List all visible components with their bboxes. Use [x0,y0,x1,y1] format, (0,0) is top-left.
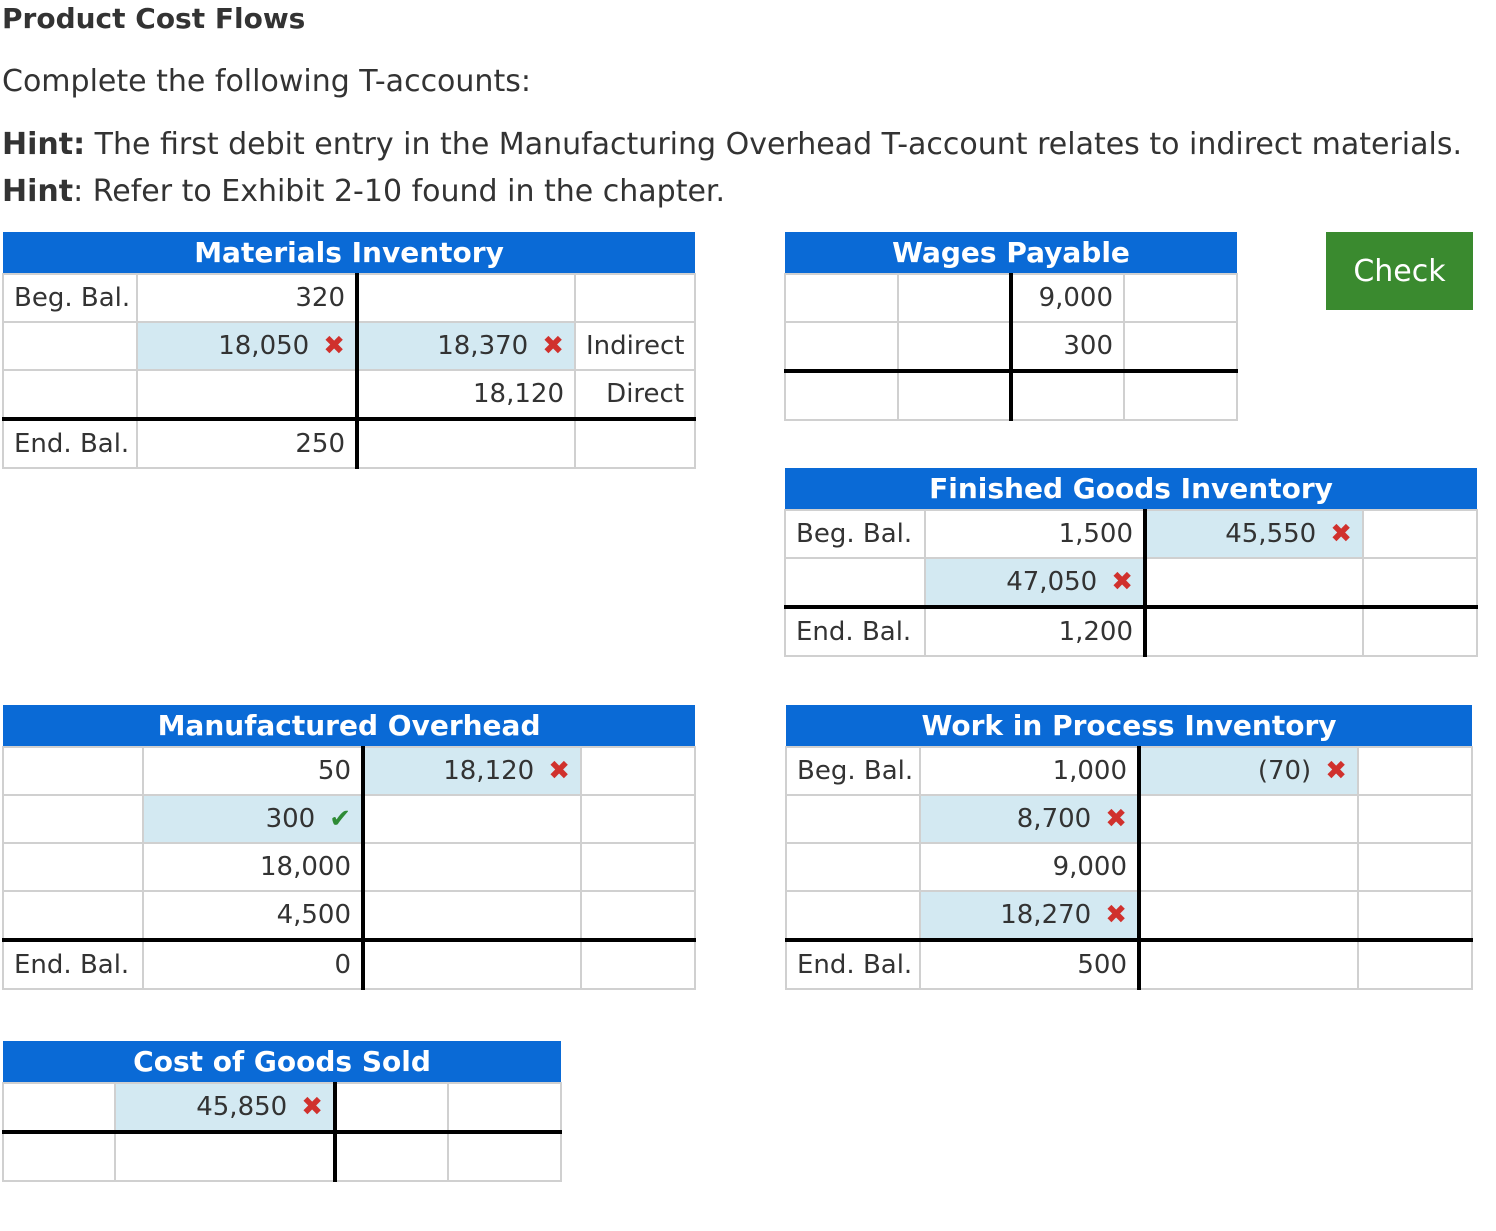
empty-cell [785,371,898,420]
cross-icon: ✖ [301,1092,323,1122]
empty-cell [785,274,898,322]
check-button[interactable]: Check [1326,232,1473,310]
t-account-finished-goods-inventory [784,468,1476,657]
credit-entry-value: 300 [1011,322,1124,371]
empty-cell [335,1132,448,1181]
empty-cell [1139,891,1358,940]
empty-cell [3,795,143,843]
debit-entry-value: 50 [143,747,363,795]
empty-cell [1358,940,1472,989]
entry-value: 18,370 [437,331,529,361]
end-bal-label: End. Bal. [786,940,920,989]
instructions-text: Complete the following T-accounts: [2,64,531,99]
empty-cell [898,322,1011,371]
empty-cell [786,843,920,891]
cross-icon: ✖ [323,331,345,361]
empty-cell [581,747,695,795]
beg-bal-label: Beg. Bal. [785,510,925,558]
empty-cell [581,891,695,940]
beg-bal-value: 1,500 [925,510,1145,558]
empty-cell [785,558,925,607]
empty-cell [448,1132,561,1181]
entry-value: 45,550 [1225,519,1317,549]
empty-cell [3,322,137,370]
empty-cell [1124,371,1237,420]
empty-cell [3,891,143,940]
debit-entry-input[interactable] [115,1083,335,1132]
empty-cell [1358,747,1472,795]
hint-line-2 [2,174,725,209]
empty-cell [575,419,695,468]
entry-explanation: Direct [575,370,695,419]
hint-line-1 [2,127,1462,162]
entry-explanation: Indirect [575,322,695,370]
end-bal-value: 250 [137,419,357,468]
entry-value: 300 [265,804,316,834]
hint-label: Hint [2,174,74,209]
end-bal-label: End. Bal. [3,419,137,468]
account-title: Work in Process Inventory [786,705,1472,747]
empty-cell [1358,891,1472,940]
cross-icon: ✖ [1330,519,1352,549]
t-account-wages-payable [784,232,1236,421]
empty-cell [357,274,575,322]
credit-entry-input[interactable] [1145,510,1363,558]
end-bal-value: 500 [920,940,1139,989]
empty-cell [1139,940,1358,989]
empty-cell [448,1083,561,1132]
empty-cell [581,795,695,843]
t-account-manufactured-overhead [2,705,694,990]
empty-cell [785,322,898,371]
empty-cell [1363,607,1477,656]
credit-entry-input[interactable] [363,747,581,795]
checkmark-icon: ✔ [329,804,351,834]
account-title: Finished Goods Inventory [785,468,1477,510]
end-bal-value: 0 [143,940,363,989]
empty-cell [3,843,143,891]
entry-value: 8,700 [1016,804,1092,834]
cross-icon: ✖ [1325,756,1347,786]
debit-entry-input[interactable] [137,322,357,370]
empty-cell [3,1083,115,1132]
empty-cell [335,1083,448,1132]
debit-entry-value: 4,500 [143,891,363,940]
debit-entry-value: 9,000 [920,843,1139,891]
empty-cell [581,843,695,891]
empty-cell [363,795,581,843]
empty-cell [3,747,143,795]
entry-value: 45,850 [196,1092,288,1122]
empty-cell [363,940,581,989]
empty-cell [898,371,1011,420]
debit-entry-input[interactable] [920,795,1139,843]
empty-cell [3,370,137,419]
empty-cell [581,940,695,989]
hint-label: Hint: [2,127,86,162]
cross-icon: ✖ [542,331,564,361]
t-account-materials-inventory [2,232,694,469]
account-title: Wages Payable [785,232,1237,274]
beg-bal-label: Beg. Bal. [3,274,137,322]
beg-bal-label: Beg. Bal. [786,747,920,795]
empty-cell [1139,795,1358,843]
end-bal-label: End. Bal. [3,940,143,989]
hint-text: The first debit entry in the Manufacturing Overhead T-account relates to indirect materials. [85,127,1463,162]
entry-value: 18,120 [443,756,535,786]
entry-value: (70) [1257,756,1312,786]
t-account-work-in-process-inventory [785,705,1471,990]
debit-entry-input[interactable] [143,795,363,843]
beg-bal-value: 1,000 [920,747,1139,795]
debit-entry-input[interactable] [925,558,1145,607]
debit-entry-value: 18,000 [143,843,363,891]
empty-cell [363,843,581,891]
cross-icon: ✖ [1111,567,1133,597]
account-title: Manufactured Overhead [3,705,695,747]
credit-entry-value: 18,120 [357,370,575,419]
credit-entry-value: 9,000 [1011,274,1124,322]
cross-icon: ✖ [548,756,570,786]
debit-entry-input[interactable] [920,891,1139,940]
hint-text: : Refer to Exhibit 2-10 found in the chapter. [73,174,726,209]
empty-cell [786,795,920,843]
cross-icon: ✖ [1105,804,1127,834]
credit-entry-input[interactable] [1139,747,1358,795]
end-bal-value: 1,200 [925,607,1145,656]
page-title: Product Cost Flows [2,2,306,35]
empty-cell [1145,558,1363,607]
credit-entry-input[interactable] [357,322,575,370]
empty-cell [575,274,695,322]
empty-cell [1358,795,1472,843]
t-account-cost-of-goods-sold [2,1041,560,1182]
empty-cell [1124,322,1237,371]
empty-cell [1145,607,1363,656]
entry-value: 47,050 [1006,567,1098,597]
account-title: Cost of Goods Sold [3,1041,561,1083]
end-bal-label: End. Bal. [785,607,925,656]
cross-icon: ✖ [1105,900,1127,930]
empty-cell [363,891,581,940]
empty-cell [1363,558,1477,607]
entry-value: 18,050 [218,331,310,361]
entry-value: 18,270 [1000,900,1092,930]
empty-cell [1011,371,1124,420]
empty-cell [357,419,575,468]
beg-bal-value: 320 [137,274,357,322]
empty-cell [1358,843,1472,891]
empty-cell [1124,274,1237,322]
empty-cell [137,370,357,419]
empty-cell [3,1132,115,1181]
account-title: Materials Inventory [3,232,695,274]
empty-cell [898,274,1011,322]
empty-cell [115,1132,335,1181]
empty-cell [786,891,920,940]
empty-cell [1363,510,1477,558]
empty-cell [1139,843,1358,891]
